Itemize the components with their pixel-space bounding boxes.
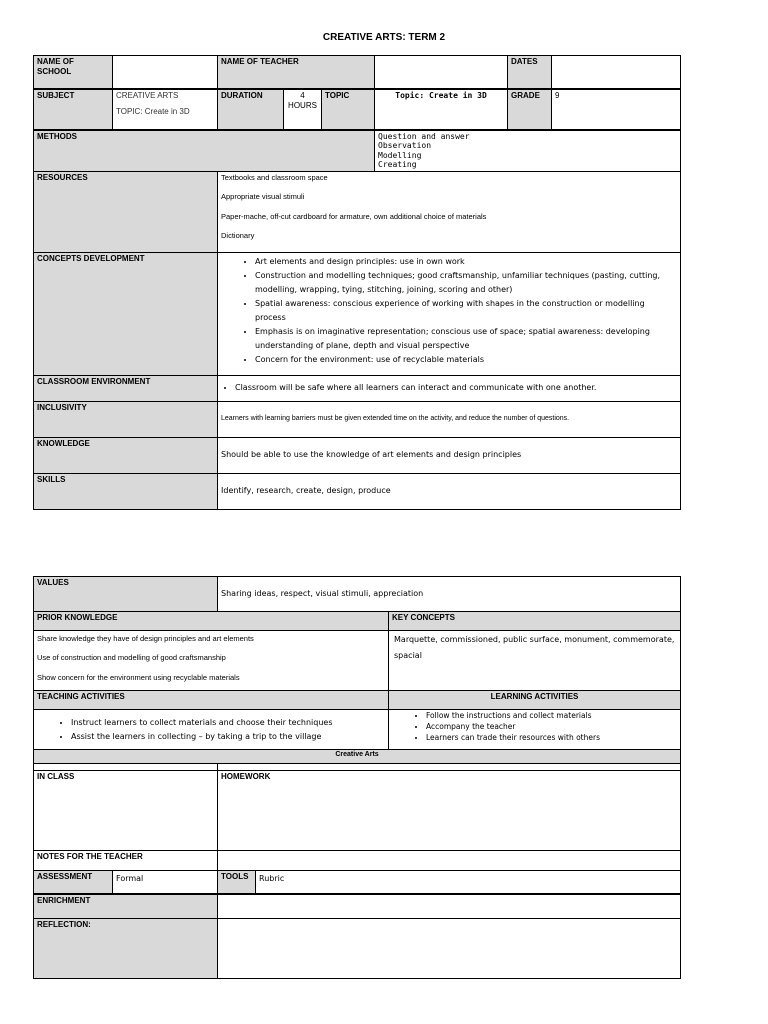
learning-activities-label: LEARNING ACTIVITIES: [389, 691, 681, 710]
resources-item: Paper-mache, off-cut cardboard for armature, own additional choice of materials: [221, 211, 487, 221]
homework-label: HOMEWORK: [218, 771, 681, 851]
knowledge-text: Should be able to use the knowledge of art elements and design principles: [218, 437, 681, 473]
methods-item: Question and answer: [378, 131, 470, 141]
key-concepts-label: KEY CONCEPTS: [389, 612, 681, 631]
grade-label: GRADE: [508, 89, 552, 130]
skills-text: Identify, research, create, design, produce: [218, 473, 681, 509]
name-of-school-label: NAME OF SCHOOL: [34, 56, 113, 89]
tools-value: Rubric: [256, 871, 681, 894]
learning-item: • Learners can trade their resources with others: [426, 732, 677, 743]
lesson-plan-table-bottom: [33, 576, 681, 979]
subject-label: SUBJECT: [34, 89, 113, 130]
concepts-item: • Art elements and design principles: use in own work: [255, 255, 677, 269]
prior-knowledge-item: Share knowledge they have of design principles and art elements: [37, 634, 254, 643]
learning-item: • Accompany the teacher: [426, 721, 677, 732]
methods-item: Creating: [378, 160, 417, 170]
notes-for-teacher-field[interactable]: [218, 851, 681, 871]
teaching-activities-list: [34, 710, 389, 750]
duration-value: 4 HOURS: [284, 89, 322, 130]
classroom-label: CLASSROOM ENVIRONMENT: [34, 375, 218, 401]
skills-label: SKILLS: [34, 473, 218, 509]
resources-list: [218, 171, 681, 252]
prior-knowledge-item: Use of construction and modelling of good craftsmanship: [37, 653, 226, 663]
resources-label: RESOURCES: [34, 171, 218, 252]
tools-label: TOOLS: [218, 871, 256, 894]
methods-item: Observation: [378, 141, 432, 151]
in-class-label: IN CLASS: [34, 771, 218, 851]
topic-label: TOPIC: [322, 89, 375, 130]
concepts-item: • Construction and modelling techniques; good craftsmanship, unfamiliar techniques (pasting, cutting, modelling, wrapping, tying, stitching, joining, scoring and other): [255, 269, 677, 297]
enrichment-label: ENRICHMENT: [34, 894, 218, 919]
reflection-label: REFLECTION:: [34, 919, 218, 979]
learning-activities-list: [389, 710, 681, 750]
spacer-cell: [218, 764, 681, 771]
spacer-cell: [34, 764, 218, 771]
methods-label: METHODS: [34, 130, 375, 172]
concepts-item: • Emphasis is on imaginative representation; conscious use of space; spatial awareness: developing understanding of plane, depth and visual perspective: [255, 325, 677, 353]
grade-value: 9: [552, 89, 681, 130]
values-text: Sharing ideas, respect, visual stimuli, appreciation: [218, 577, 681, 612]
learning-item: • Follow the instructions and collect materials: [426, 710, 677, 721]
name-of-teacher-field[interactable]: [375, 56, 508, 89]
methods-list: [375, 130, 681, 172]
inclusivity-text: Learners with learning barriers must be given extended time on the activity, and reduce the number of questions.: [218, 401, 681, 437]
subject-cell: [113, 89, 218, 130]
subject-topic: TOPIC: Create in 3D: [116, 106, 190, 116]
inclusivity-label: INCLUSIVITY: [34, 401, 218, 437]
teaching-item: • Assist the learners in collecting – by taking a trip to the village: [71, 730, 385, 744]
prior-knowledge-label: PRIOR KNOWLEDGE: [34, 612, 389, 631]
values-label: VALUES: [34, 577, 218, 612]
prior-knowledge-list: [34, 631, 389, 691]
notes-for-teacher-label: NOTES FOR THE TEACHER: [34, 851, 218, 871]
prior-knowledge-item: Show concern for the environment using recyclable materials: [37, 672, 240, 682]
duration-label: DURATION: [218, 89, 284, 130]
concepts-list: [218, 252, 681, 375]
classroom-text: • Classroom will be safe where all learners can interact and communicate with one another.: [235, 381, 677, 395]
dates-label: DATES: [508, 56, 552, 89]
resources-item: Dictionary: [221, 231, 255, 240]
section-band: Creative Arts: [34, 750, 681, 764]
name-of-school-field[interactable]: [113, 56, 218, 89]
page-title: CREATIVE ARTS: TERM 2: [322, 32, 446, 43]
resources-item: Textbooks and classroom space: [221, 172, 328, 182]
assessment-value: Formal: [113, 871, 218, 894]
knowledge-label: KNOWLEDGE: [34, 437, 218, 473]
teaching-activities-label: TEACHING ACTIVITIES: [34, 691, 389, 710]
reflection-field[interactable]: [218, 919, 681, 979]
concepts-label: CONCEPTS DEVELOPMENT: [34, 252, 218, 375]
methods-item: Modelling: [378, 150, 422, 160]
teaching-item: • Instruct learners to collect materials and choose their techniques: [71, 716, 385, 730]
topic-value: [375, 89, 508, 130]
classroom-cell: [218, 375, 681, 401]
name-of-teacher-label: NAME OF TEACHER: [218, 56, 375, 89]
concepts-item: • Concern for the environment: use of recyclable materials: [255, 353, 677, 367]
key-concepts-text: Marquette, commissioned, public surface, monument, commemorate, spacial: [389, 631, 681, 691]
assessment-label: ASSESSMENT: [34, 871, 113, 894]
dates-field[interactable]: [552, 56, 681, 89]
concepts-item: • Spatial awareness: conscious experience of working with shapes in the construction or modelling process: [255, 297, 677, 325]
resources-item: Appropriate visual stimuli: [221, 192, 305, 202]
lesson-plan-table-top: [33, 55, 681, 510]
topic-value-text: Topic: Create in 3D: [395, 90, 487, 100]
subject-value: CREATIVE ARTS: [116, 90, 179, 100]
enrichment-field[interactable]: [218, 894, 681, 919]
